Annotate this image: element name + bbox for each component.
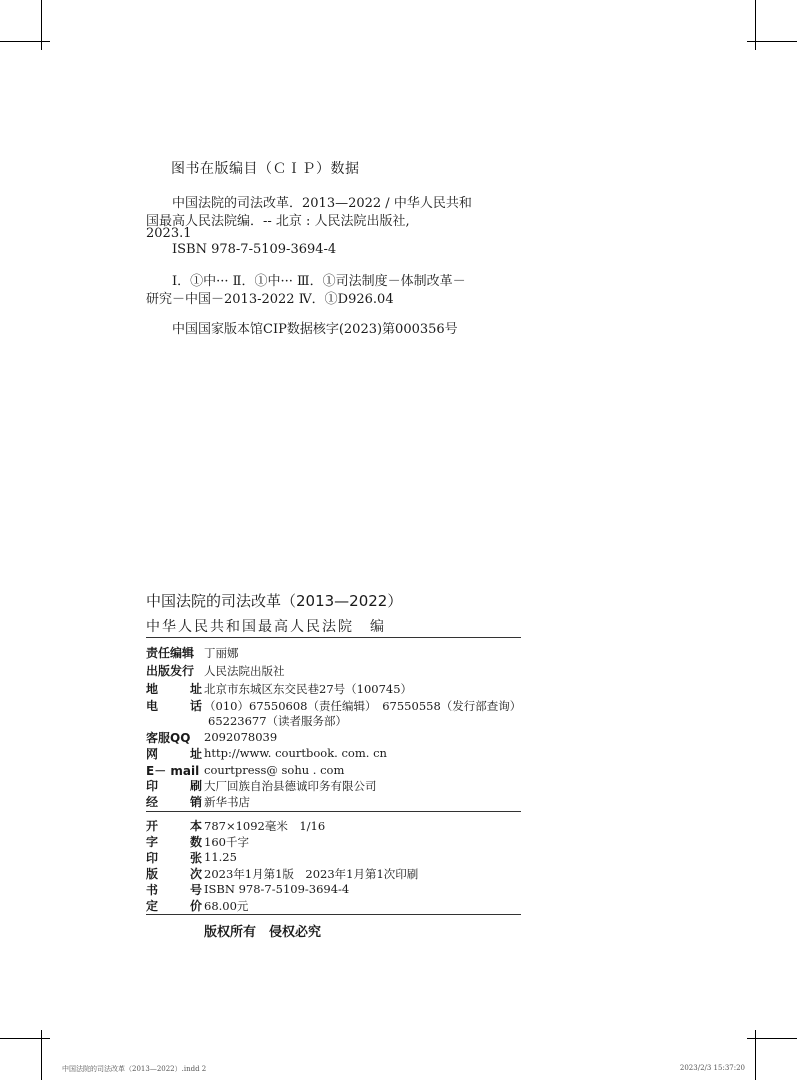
label-char: 址 xyxy=(189,682,202,696)
info-label: 客服QQ xyxy=(146,731,191,745)
footer-timestamp: 2023/2/3 15:37:20 xyxy=(679,1064,745,1072)
label-char: 数 xyxy=(189,835,202,849)
cip-line: 国最高人民法院编．-- 北京 : 人民法院出版社, xyxy=(146,214,410,229)
info-label xyxy=(146,680,202,697)
label-char: 网 xyxy=(146,747,159,761)
cip-line: Ⅰ．①中··· Ⅱ．①中··· Ⅲ．①司法制度－体制改革－ xyxy=(172,274,466,289)
label-char: 地 xyxy=(146,682,159,696)
crop-mark xyxy=(0,1038,50,1039)
label-char: 书 xyxy=(146,883,159,897)
crop-mark xyxy=(747,1038,797,1039)
label-char: 销 xyxy=(189,795,202,809)
label-char: 印 xyxy=(146,851,159,865)
book-author: 中华人民共和国最高人民法院 编 xyxy=(146,619,386,635)
editor-value: 丁丽娜 xyxy=(204,646,239,660)
cip-line: 2023.1 xyxy=(146,226,192,241)
printing-value: 大厂回族自治县德诚印务有限公司 xyxy=(204,779,377,793)
cip-line: 研究－中国－2013-2022 Ⅳ．①D926.04 xyxy=(146,292,394,307)
price-value: 68.00元 xyxy=(204,899,249,913)
info-label: E－ mail xyxy=(146,764,200,778)
label-char: 印 xyxy=(146,779,159,793)
label-char: 经 xyxy=(146,795,159,809)
book-title: 中国法院的司法改革（2013—2022） xyxy=(146,592,403,610)
website-link[interactable]: http://www. courtbook. com. cn xyxy=(204,746,387,760)
info-label xyxy=(146,817,202,834)
sheets-value: 11.25 xyxy=(204,850,237,864)
divider xyxy=(146,637,521,638)
info-label xyxy=(146,777,202,794)
info-label: 出版发行 xyxy=(146,664,195,678)
label-char: 定 xyxy=(146,899,159,913)
label-char: 号 xyxy=(189,883,202,897)
footer-filename: 中国法院的司法改革（2013—2022）.indd 2 xyxy=(62,1065,207,1073)
crop-mark xyxy=(747,41,797,42)
qq-value: 2092078039 xyxy=(204,730,278,744)
label-char: 张 xyxy=(189,851,202,865)
info-label xyxy=(146,745,202,762)
info-label xyxy=(146,881,202,898)
isbn-value: ISBN 978-7-5109-3694-4 xyxy=(204,882,350,896)
phone-value: （010）67550608（责任编辑） 67550558（发行部查询） xyxy=(204,699,522,713)
divider xyxy=(146,914,521,915)
label-char: 次 xyxy=(189,867,202,881)
label-char: 字 xyxy=(146,835,159,849)
info-label xyxy=(146,793,202,810)
label-char: 本 xyxy=(189,819,202,833)
crop-mark xyxy=(0,41,50,42)
format-value: 787×1092毫米 1/16 xyxy=(204,819,326,833)
edition-value: 2023年1月第1版 2023年1月第1次印刷 xyxy=(204,867,419,881)
info-label xyxy=(146,697,202,714)
label-char: 价 xyxy=(189,899,202,913)
info-label xyxy=(146,865,202,882)
info-label xyxy=(146,897,202,914)
label-char: 话 xyxy=(189,699,202,713)
seller-value: 新华书店 xyxy=(204,795,250,809)
email-link[interactable]: courtpress@ sohu . com xyxy=(204,763,345,777)
crop-mark xyxy=(41,0,42,50)
info-label xyxy=(146,849,202,866)
cip-heading: 图书在版编目（ＣＩＰ）数据 xyxy=(171,161,360,177)
divider xyxy=(146,811,521,812)
label-char: 开 xyxy=(146,819,159,833)
address-value: 北京市东城区东交民巷27号（100745） xyxy=(204,682,413,696)
distribution-value: 人民法院出版社 xyxy=(204,664,285,678)
label-char: 版 xyxy=(146,867,159,881)
phone-value-2: 65223677（读者服务部） xyxy=(208,714,348,728)
rights-notice: 版权所有 侵权必究 xyxy=(204,925,322,940)
info-label: 责任编辑 xyxy=(146,646,195,660)
cip-line: 中国国家版本馆CIP数据核字(2023)第000356号 xyxy=(172,322,458,337)
cip-line: 中国法院的司法改革．2013—2022 / 中华人民共和 xyxy=(172,196,472,211)
info-label xyxy=(146,833,202,850)
label-char: 刷 xyxy=(189,779,202,793)
cip-line: ISBN 978-7-5109-3694-4 xyxy=(172,242,337,257)
label-char: 电 xyxy=(146,699,159,713)
words-value: 160千字 xyxy=(204,835,249,849)
label-char: 址 xyxy=(189,747,202,761)
crop-mark xyxy=(755,0,756,50)
